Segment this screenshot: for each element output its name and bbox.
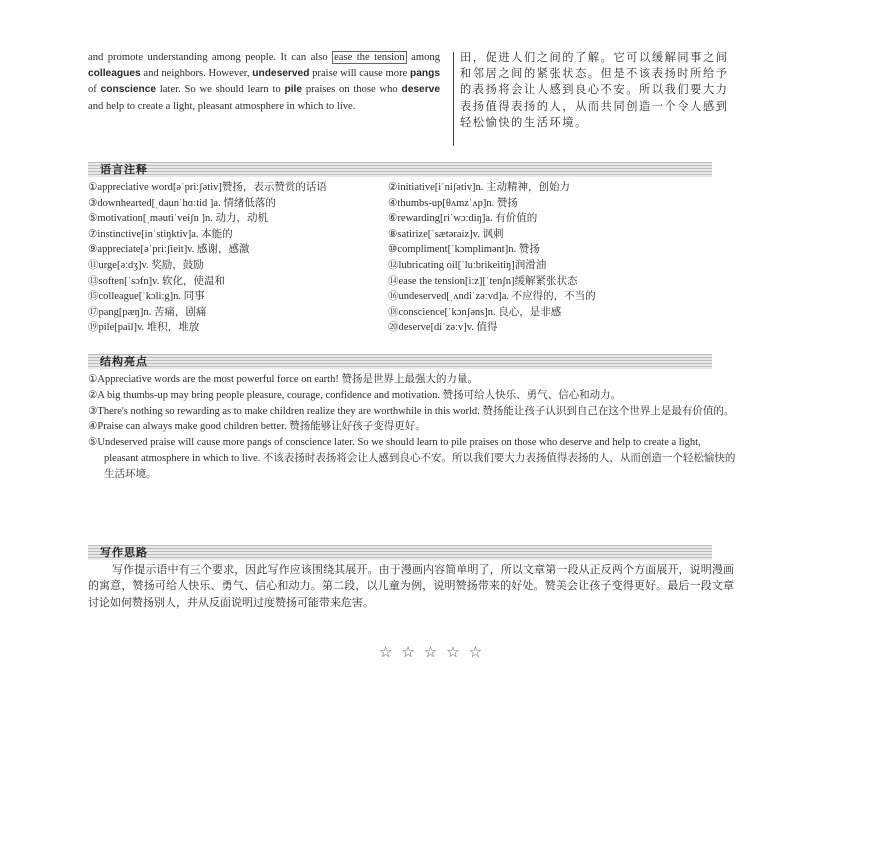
highlight-item: ①Appreciative words are the most powerful force on earth! 赞扬是世界上最强大的力量。 xyxy=(88,374,478,385)
note-item: ③downhearted[ˌdaunˈhɑːtid ]a. 情绪低落的 xyxy=(88,197,276,209)
writing-section-header xyxy=(88,545,712,560)
note-item: ⑭ease the tension[iːz][ˈtenʃn]缓解紧张状态 xyxy=(388,275,578,287)
keyword: colleagues xyxy=(88,68,141,80)
note-item: ⑨appreciate[əˈpriːʃieit]v. 感谢，感激 xyxy=(88,244,250,256)
passage-block xyxy=(88,50,734,150)
note-item: ⑪urge[əːdʒ]v. 奖励，鼓励 xyxy=(88,259,204,271)
column-divider xyxy=(453,52,454,146)
note-item: ⑦instinctive[inˈstiŋktiv]a. 本能的 xyxy=(88,228,233,240)
keyword: pile xyxy=(284,84,303,96)
note-item: ⑤motivation[ˌməutiˈveiʃn ]n. 动力，动机 xyxy=(88,213,269,225)
note-item: ⑫lubricating oil[ˈluːbrikeitiŋ]润滑油 xyxy=(388,259,547,271)
note-row xyxy=(88,211,728,227)
passage-text: among xyxy=(406,52,441,63)
note-row xyxy=(88,196,728,212)
note-item: ④thumbs-up[θʌmzˈʌp]n. 赞扬 xyxy=(388,197,518,209)
note-item: ⑰pang[pæŋ]n. 苦痛，剧痛 xyxy=(88,306,207,318)
notes-list xyxy=(88,180,728,336)
note-row xyxy=(88,242,728,258)
star-ornament: ☆☆☆☆☆ xyxy=(378,643,492,661)
highlight-item: ④Praise can always make good children better. 赞扬能够让好孩子变得更好。 xyxy=(88,421,426,433)
note-item: ⑱conscience[ˈkɔnʃəns]n. 良心，是非感 xyxy=(388,306,562,318)
note-item: ②initiative[iˈniʃətiv]n. 主动精神，创始力 xyxy=(388,182,571,193)
keyword: deserve xyxy=(401,84,440,96)
passage-text: and promote understanding among people. It can also xyxy=(88,52,333,63)
note-item: ⑲pile[pail]v. 堆积，堆放 xyxy=(88,322,200,334)
passage-text: and help to create a light, pleasant atmosphere in which to live. xyxy=(88,100,356,112)
highlights-list xyxy=(88,372,736,483)
note-item: ⑩compliment[ˈkɔmplimənt]n. 赞扬 xyxy=(388,244,540,256)
passage-chinese: 田，促进人们之间的了解。它可以缓解同事之间和邻居之间的紧张状态。但是不该表扬时所给予的表扬将会让人感到良心不安。所以我们要大力表扬值得表扬的人，从而共同创造一个令人感到轻松愉快的生活环境。 xyxy=(460,52,729,129)
note-item: ⑧satirize[ˈsætəraiz]v. 讽刺 xyxy=(388,228,504,240)
note-row xyxy=(88,180,728,196)
note-item: ⑳deserve[diˈzəːv]v. 值得 xyxy=(388,322,498,334)
passage-text: of xyxy=(88,84,101,96)
highlight-item: ③There's nothing so rewarding as to make children realize they are worthwhile in this world. 赞扬能让孩子认识到自己在这个世界上是最有价值的。 xyxy=(88,405,735,417)
passage-text: and neighbors. However, xyxy=(140,68,253,80)
note-row xyxy=(88,258,728,274)
boxed-phrase: ease the tension xyxy=(334,52,405,63)
writing-paragraph: 写作提示语中有三个要求，因此写作应该围绕其展开。由于漫画内容简单明了，所以文章第一段从正反两个方面展开，说明漫画的寓意，赞扬可给人快乐、勇气、信心和动力。第二段，以儿童为例，说明赞扬带来的好处。赞美会让孩子变得更好。最后一段文章讨论如何赞扬别人，并从反面说明过度赞扬可能带来危害。 xyxy=(88,564,734,609)
notes-title: 语言注释 xyxy=(100,163,148,176)
note-row xyxy=(88,305,728,321)
writing-title: 写作思路 xyxy=(100,546,148,559)
passage-text: later. So we should learn to xyxy=(156,84,285,96)
note-item: ⑬soften[ˈsɔfn]v. 软化，使温和 xyxy=(88,275,225,287)
note-row xyxy=(88,227,728,243)
note-item: ⑮colleague[ˈkɔliːg]n. 同事 xyxy=(88,291,205,303)
keyword: pangs xyxy=(410,68,441,80)
note-item: ①appreciative word[əˈpriːʃətiv]赞扬，表示赞赏的话语 xyxy=(88,182,327,193)
note-item: ⑥rewarding[riˈwɔːdiŋ]a. 有价值的 xyxy=(388,213,538,225)
note-row xyxy=(88,289,728,305)
keyword: conscience xyxy=(100,84,157,96)
note-row xyxy=(88,274,728,290)
passage-text: praise will cause more xyxy=(309,68,410,80)
highlight-item: ②A big thumbs-up may bring people pleasure, courage, confidence and motivation. 赞扬可给人快乐、勇气、信心和动力。 xyxy=(88,389,622,401)
note-item: ⑯undeserved[ˌʌndiˈzəːvd]a. 不应得的，不当的 xyxy=(388,291,596,303)
highlight-item: ⑤Undeserved praise will cause more pangs of conscience later. So we should learn to pile praises on those who deserve and help to create a light, pleasant atmosphere in which to live. 不该表扬时表扬将会让人感到良心不安。所以我们要大力表扬值得表扬的人，从而创造一个轻松愉快的生活环境。 xyxy=(88,437,736,480)
note-row xyxy=(88,320,728,336)
passage-text: praises on those who xyxy=(302,84,402,96)
highlights-title: 结构亮点 xyxy=(100,355,148,368)
keyword: undeserved xyxy=(252,68,310,80)
passage-english xyxy=(88,50,440,115)
highlights-section-header xyxy=(88,354,712,369)
notes-section-header xyxy=(88,162,712,177)
